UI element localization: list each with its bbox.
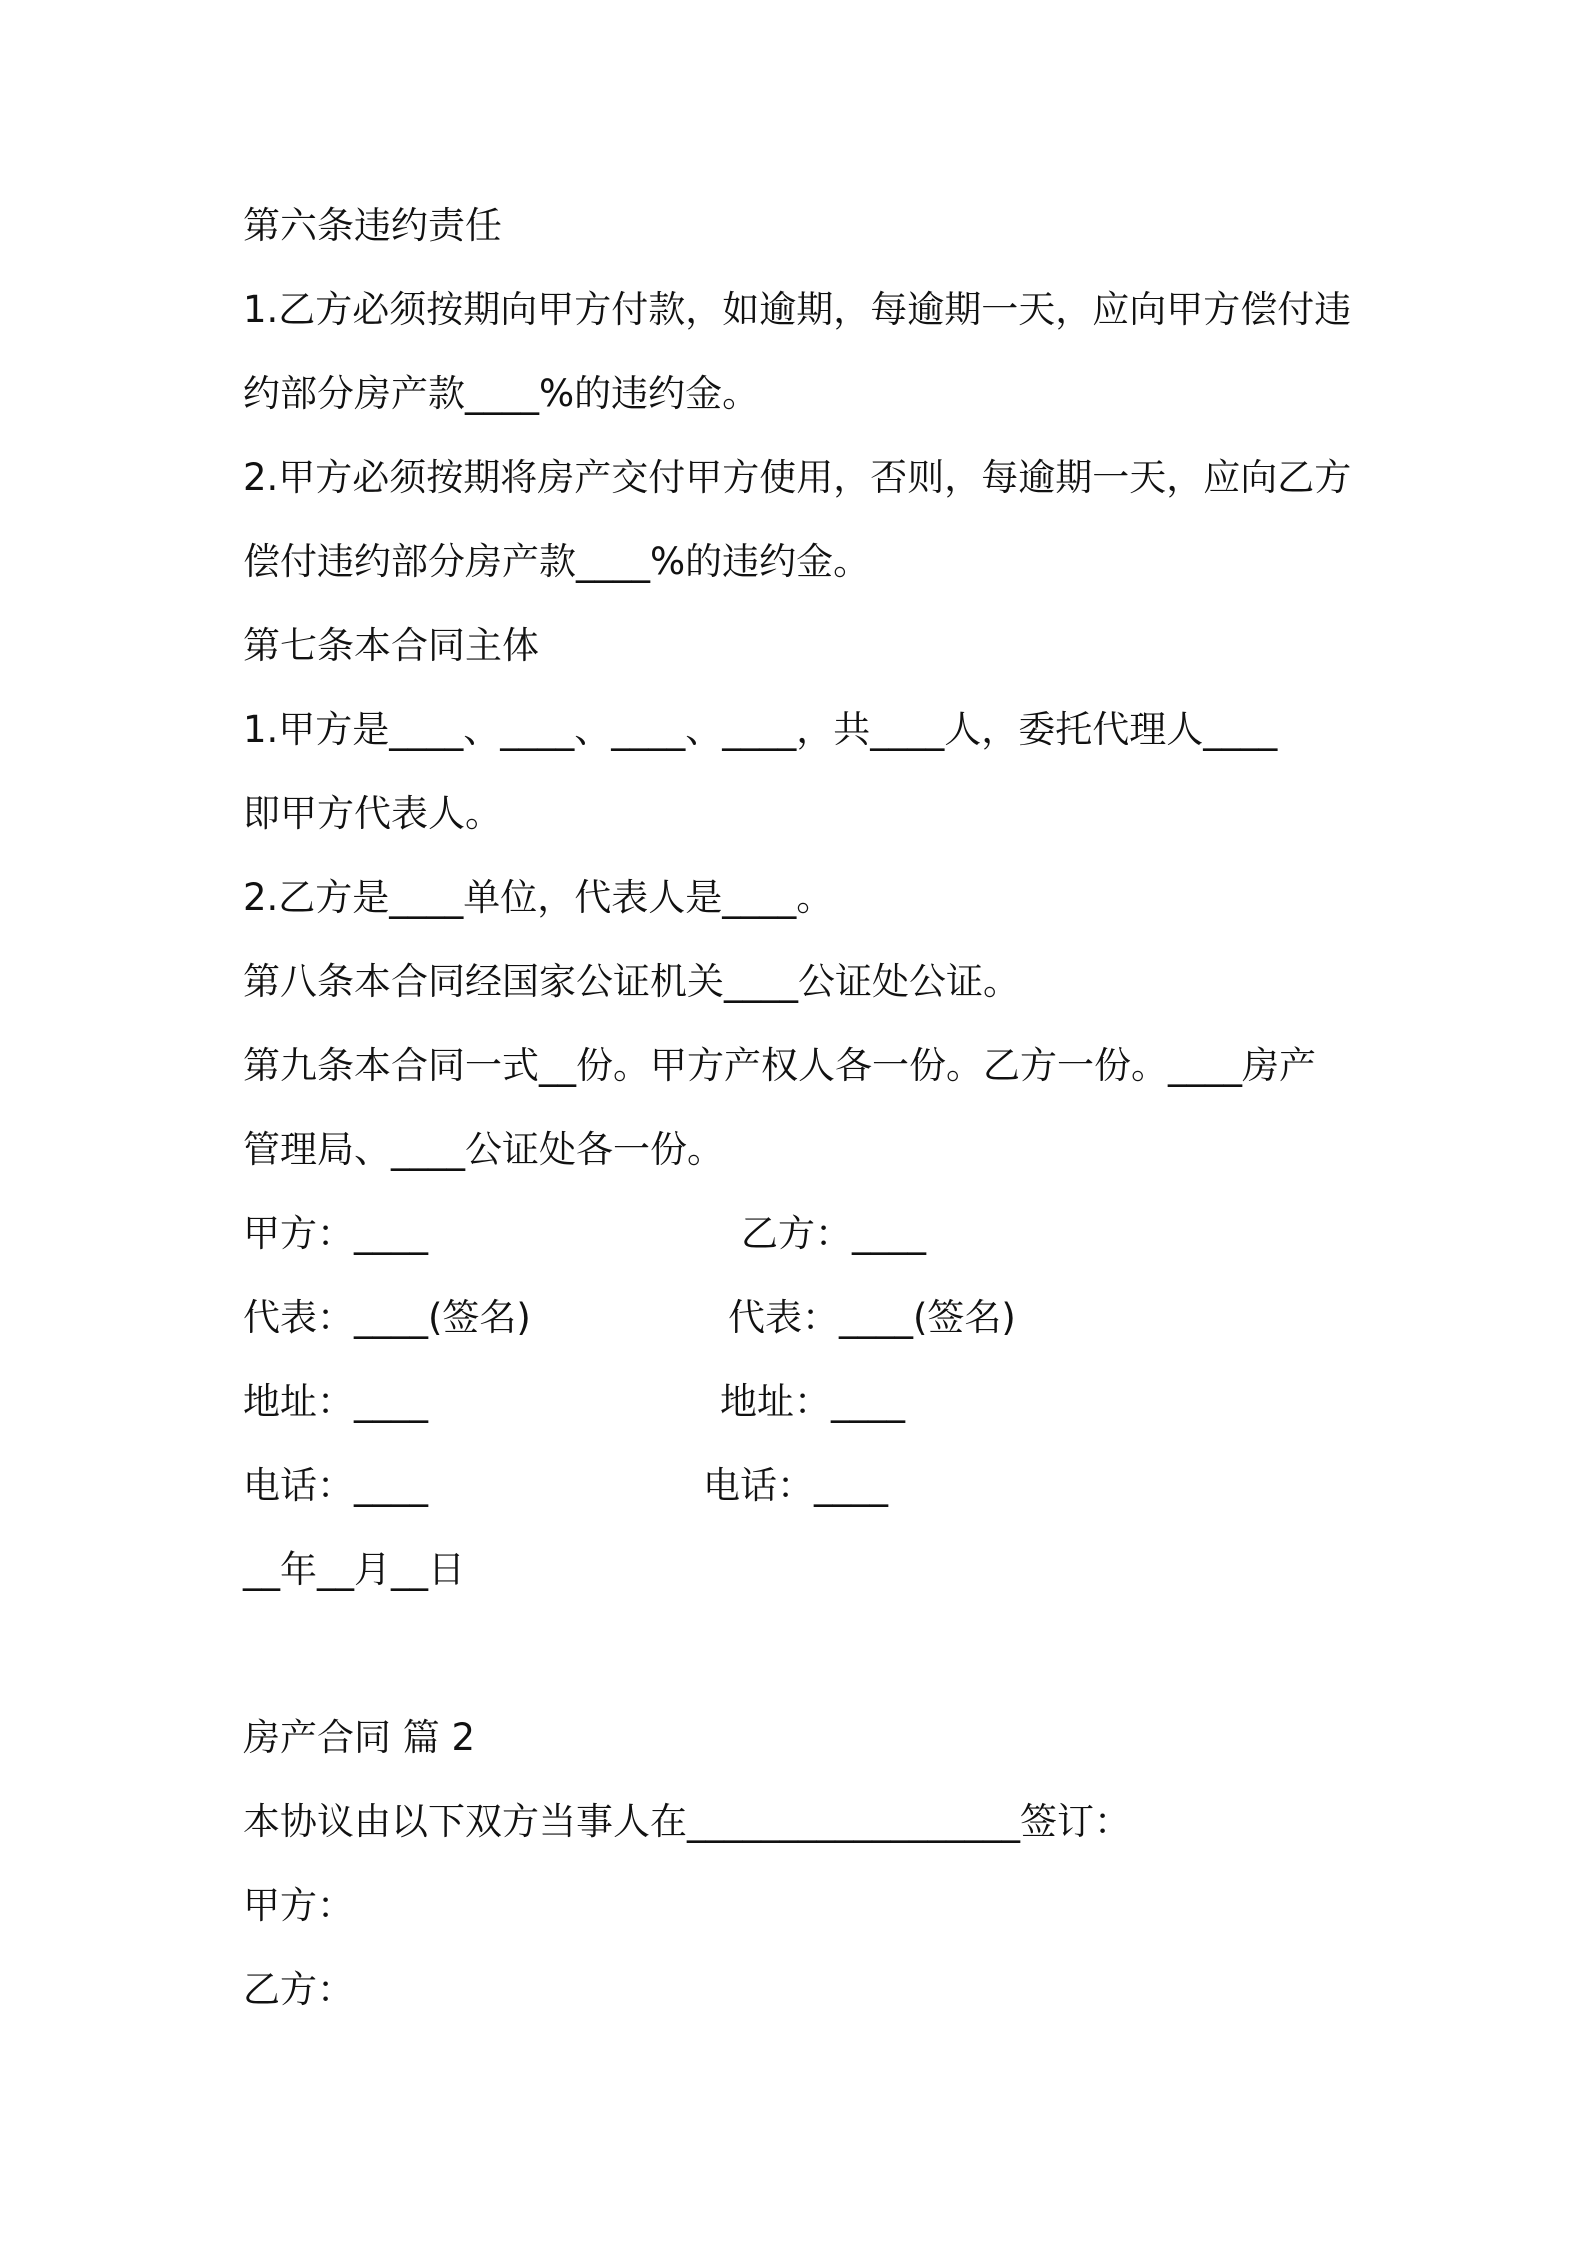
party-a-phone: 电话：____ [243,1464,428,1507]
article-7-clause-1-line-2: 即甲方代表人。 [243,792,502,835]
article-8: 第八条本合同经国家公证机关____公证处公证。 [243,960,1020,1003]
section-2-intro: 本协议由以下双方当事人在__________________签订： [243,1800,1131,1843]
article-6-clause-2-line-2: 偿付违约部分房产款____%的违约金。 [243,540,871,583]
article-7-clause-1-line-1: 1.甲方是____、____、____、____，共____人，委托代理人____ [243,708,1278,751]
party-a-representative: 代表：____(签名) [243,1296,531,1339]
party-b-name: 乙方：____ [741,1212,926,1255]
section-2-party-b: 乙方： [243,1968,354,2011]
article-6-clause-1-line-2: 约部分房产款____%的违约金。 [243,372,760,415]
party-b-representative: 代表：____(签名) [728,1296,1016,1339]
date-line: __年__月__日 [243,1548,465,1591]
section-2-title: 房产合同 篇 2 [243,1716,476,1759]
article-6-clause-2-line-1: 2.甲方必须按期将房产交付甲方使用，否则，每逾期一天，应向乙方 [243,456,1352,499]
article-9-line-1: 第九条本合同一式__份。甲方产权人各一份。乙方一份。____房产 [243,1044,1316,1087]
article-7-clause-2: 2.乙方是____单位，代表人是____。 [243,876,834,919]
article-7-heading: 第七条本合同主体 [243,624,539,667]
party-b-address: 地址：____ [720,1380,905,1423]
section-2-party-a: 甲方： [243,1884,354,1927]
article-9-line-2: 管理局、____公证处各一份。 [243,1128,724,1171]
party-a-name: 甲方：____ [243,1212,428,1255]
article-6-heading: 第六条违约责任 [243,204,502,247]
party-b-phone: 电话：____ [703,1464,888,1507]
article-6-clause-1-line-1: 1.乙方必须按期向甲方付款，如逾期，每逾期一天，应向甲方偿付违 [243,288,1352,331]
party-a-address: 地址：____ [243,1380,428,1423]
